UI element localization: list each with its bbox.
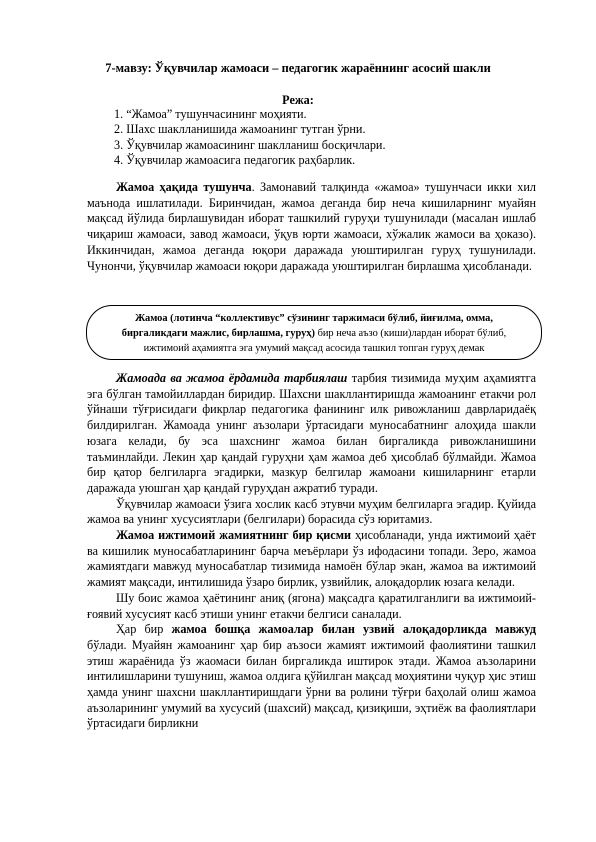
paragraph-goal: Шу боис жамоа ҳаётининг аниқ (ягона) мақсадга қаратилганлиги ва ижтимоий-ғоявий хусусият касб этиши унинг етакчи белгиси саналади.: [87, 590, 536, 621]
paragraph-features: Ўқувчилар жамоаси ўзига хослик касб этувчи муҳим белгиларга эгадир. Қуйида жамоа ва унинг хусусиятлари (белгилари) борасида сўз юритамиз.: [87, 496, 536, 527]
definition-text: бир неча аъзо (киши)лардан иборат бўлиб,: [314, 328, 507, 339]
plan-item: 4. Ўқувчилар жамоасига педагогик раҳбарлик.: [114, 153, 356, 168]
paragraph-intro: [87, 180, 536, 274]
definition-box: [86, 305, 542, 360]
paragraph-text: тарбия тизимида муҳим аҳамиятга эга бўлган тамойиллардан биридир. Шахсни шакллантиришда жамоанинг етакчи рол ўйнаши тўғрисидаги фикрлар педагогика фанининг илк ривожланиш даврларидаёқ билдирилган. Жамоада унинг аъзолари ўртасидаги муносабатнинг алоҳида шакли юзага келади, бу эса шахснинг жамоа билан биргаликда ривожланишини таъминлайди. Лекин ҳар қандай гуруҳни ҳам жамоа деб ҳисоблаб бўлмайди. Жамоа бир қатор белгиларга эгадирки, мазкур белгилар жамоани кишиларнинг етарли даражада уюшган ҳар қандай гуруҳдан ажратиб туради.: [87, 371, 536, 495]
definition-bold: биргаликдаги мажлис, бирлашма, гуруҳ): [121, 328, 315, 339]
term-upbringing: Жамоада ва жамоа ёрдамида тарбиялаш: [116, 371, 348, 385]
paragraph-text: Ҳар бир: [116, 622, 172, 637]
plan-item: 1. “Жамоа” тушунчасининг моҳияти.: [114, 107, 307, 121]
paragraph-text: . Замонавий талқинда «жамоа» тушунчаси икки хил маънода ишлатилади. Биринчидан, жамоа деганда бир неча кишиларнинг муайян мақсад йўлида бирлашувидан иборат ташкилий гуруҳи тушунилади (масалан ишлаб чиқариш жамоаси, завод жамоаси, ўқув юрти жамоаси, хўжалик жамоси ва ҳоказо). Иккинчидан, жамоа деганда юқори даражада уюштирилган гуруҳ тушунилади. Чунончи, ўқувчилар жамоаси юқори даражада уюштирилган бирлашма ҳисобланади.: [87, 180, 536, 273]
plan-item: 2. Шахс шаклланишида жамоанинг тутган ўрни.: [114, 122, 366, 137]
plan-heading: Режа:: [282, 93, 314, 107]
term-society-part: Жамоа ижтимоий жамиятнинг бир қисми: [116, 528, 352, 543]
definition-line: Жамоа (лотинча “коллективус” сўзининг таржимаси бўлиб, йиғилма, омма,: [135, 313, 493, 324]
plan-list: [114, 107, 386, 169]
plan-item: 3. Ўқувчилар жамоасининг шаклланиш босқичлари.: [114, 137, 386, 152]
paragraph-text: ҳисобланади, унда ижтимоий ҳаёт ва кишилик муносабатларининг барча меъёрлари ўз ифодасини топади. Зеро, жамоа жамиятдаги мавжуд муносабатлар тизимида намоён бўлар экан, жамоа ва ижтимоий жамият мақсади, интилишида ўзаро бирлик, узвийлик, алоқадорлик юзага келади.: [87, 528, 536, 590]
paragraph-upbringing: [87, 371, 536, 497]
term-concept: Жамоа ҳақида тушунча: [116, 180, 252, 194]
page-title: 7-мавзу: Ўқувчилар жамоаси – педагогик жараённинг асосий шакли: [105, 61, 491, 75]
definition-line: [87, 326, 541, 341]
body-paragraphs: [87, 371, 536, 732]
paragraph-society: [87, 528, 536, 591]
paragraph-relations: [87, 622, 536, 732]
term-relations: жамоа бошқа жамоалар билан узвий алоқадорликда мавжуд: [171, 622, 536, 637]
definition-line: ижтимоий аҳамиятга эга умумий мақсад асосида ташкил топган гуруҳ демак: [143, 343, 485, 354]
paragraph-text: бўлади. Муайян жамоанинг ҳар бир аъзоси жамият ижтимоий фаолиятини ташкил этиш жараёнида ўз жаомаси билан биргаликда иштирок этади. Жамоа аъзоларини интилишларини тушуниш, жамоа олдига қўйилган мақсад моҳиятини чуқур ҳис этиш ҳамда унинг шахсни шакллантиришдаги ўрни ва ролини тўғри баҳолай олиш жамоа аъзоларининг умумий ва хусусий (шахсий) мақсад, қизиқиши, эҳтиёж ва фаолиятлари ўртасидаги бирликни: [87, 637, 536, 731]
